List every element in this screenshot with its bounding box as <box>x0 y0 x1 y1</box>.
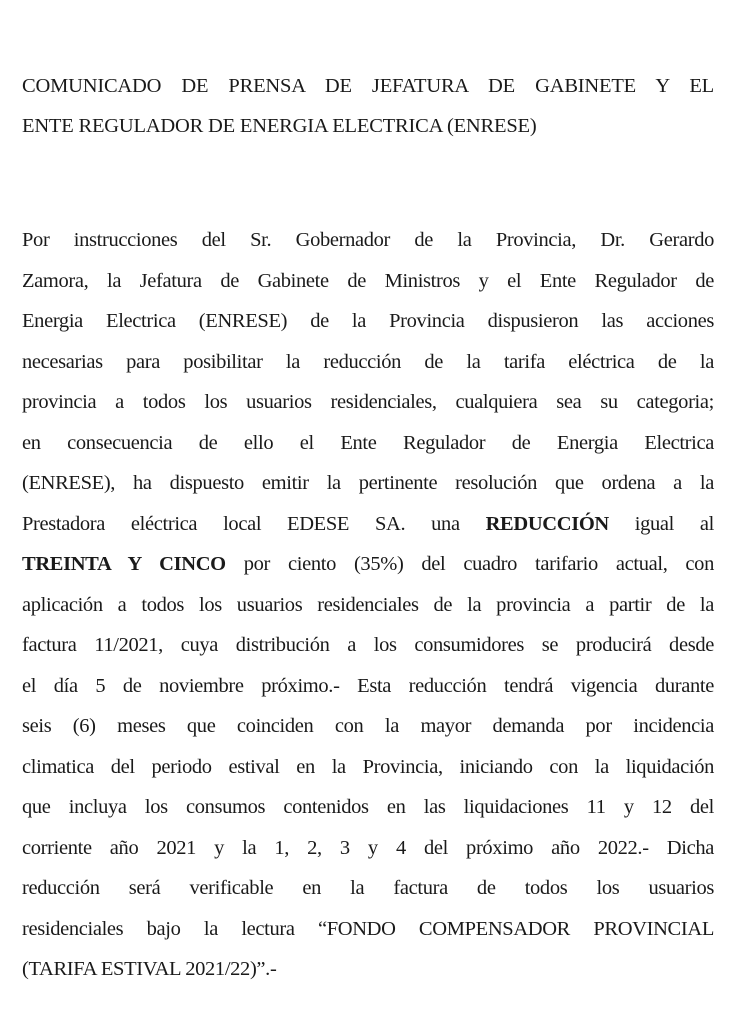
body-line <box>22 504 714 545</box>
emphasis-reduccion: REDUCCIÓN <box>485 512 609 535</box>
body-line-text: (TARIFA ESTIVAL 2021/22)”.- <box>22 958 277 980</box>
body-line <box>22 625 714 666</box>
body-line <box>22 909 714 950</box>
body-line-text-mixed <box>22 504 714 545</box>
body-line-text: Por instrucciones del Sr. Gobernador de la Provincia, Dr. Gerardo <box>22 229 714 251</box>
document-body <box>22 220 714 990</box>
body-line <box>22 382 714 423</box>
body-line-text: el día 5 de noviembre próximo.- Esta reducción tendrá vigencia durante <box>22 674 714 697</box>
document-title <box>22 66 714 146</box>
body-line <box>22 220 714 261</box>
body-line-text-mixed <box>22 544 714 585</box>
body-line <box>22 747 714 788</box>
body-line <box>22 423 714 464</box>
body-line <box>22 666 714 707</box>
body-line-before: Prestadora eléctrica local EDESE SA. una <box>22 512 486 535</box>
emphasis-treinta-y-cinco: TREINTA Y CINCO <box>22 553 226 575</box>
body-line-text: necesarias para posibilitar la reducción de la tarifa eléctrica de la <box>22 350 714 373</box>
body-line <box>22 949 714 990</box>
body-line-text: corriente año 2021 y la 1, 2, 3 y 4 del próximo año 2022.- Dicha <box>22 836 714 859</box>
body-line-after: igual al <box>608 512 714 535</box>
body-line-text: Zamora, la Jefatura de Gabinete de Ministros y el Ente Regulador de <box>22 269 714 292</box>
body-line-text: que incluya los consumos contenidos en las liquidaciones 11 y 12 del <box>22 796 714 818</box>
body-line <box>22 544 714 585</box>
body-line <box>22 463 714 504</box>
body-line <box>22 261 714 302</box>
body-line-text: seis (6) meses que coinciden con la mayor demanda por incidencia <box>22 715 714 737</box>
body-line <box>22 585 714 626</box>
title-line <box>22 66 714 106</box>
title-line-text: COMUNICADO DE PRENSA DE JEFATURA DE GABINETE Y EL <box>22 75 714 97</box>
body-line-text: reducción será verificable en la factura de todos los usuarios <box>22 877 714 899</box>
body-line-text: Energia Electrica (ENRESE) de la Provincia dispusieron las acciones <box>22 310 714 332</box>
body-line-text: climatica del periodo estival en la Provincia, iniciando con la liquidación <box>22 755 714 778</box>
body-line <box>22 706 714 747</box>
body-line-text: provincia a todos los usuarios residenciales, cualquiera sea su categoria; <box>22 391 714 413</box>
body-line <box>22 301 714 342</box>
body-line-text: (ENRESE), ha dispuesto emitir la pertinente resolución que ordena a la <box>22 472 714 494</box>
body-line-text: factura 11/2021, cuya distribución a los consumidores se producirá desde <box>22 634 714 656</box>
title-line <box>22 106 714 146</box>
body-line <box>22 868 714 909</box>
title-line-text: ENTE REGULADOR DE ENERGIA ELECTRICA (ENRESE) <box>22 115 537 137</box>
body-line <box>22 787 714 828</box>
body-line-text: residenciales bajo la lectura “FONDO COMPENSADOR PROVINCIAL <box>22 917 714 940</box>
body-line <box>22 828 714 869</box>
body-line-text: en consecuencia de ello el Ente Regulador de Energia Electrica <box>22 431 714 454</box>
body-line-text: aplicación a todos los usuarios residenciales de la provincia a partir de la <box>22 593 714 616</box>
body-line-after: por ciento (35%) del cuadro tarifario actual, con <box>225 553 714 575</box>
body-line <box>22 342 714 383</box>
